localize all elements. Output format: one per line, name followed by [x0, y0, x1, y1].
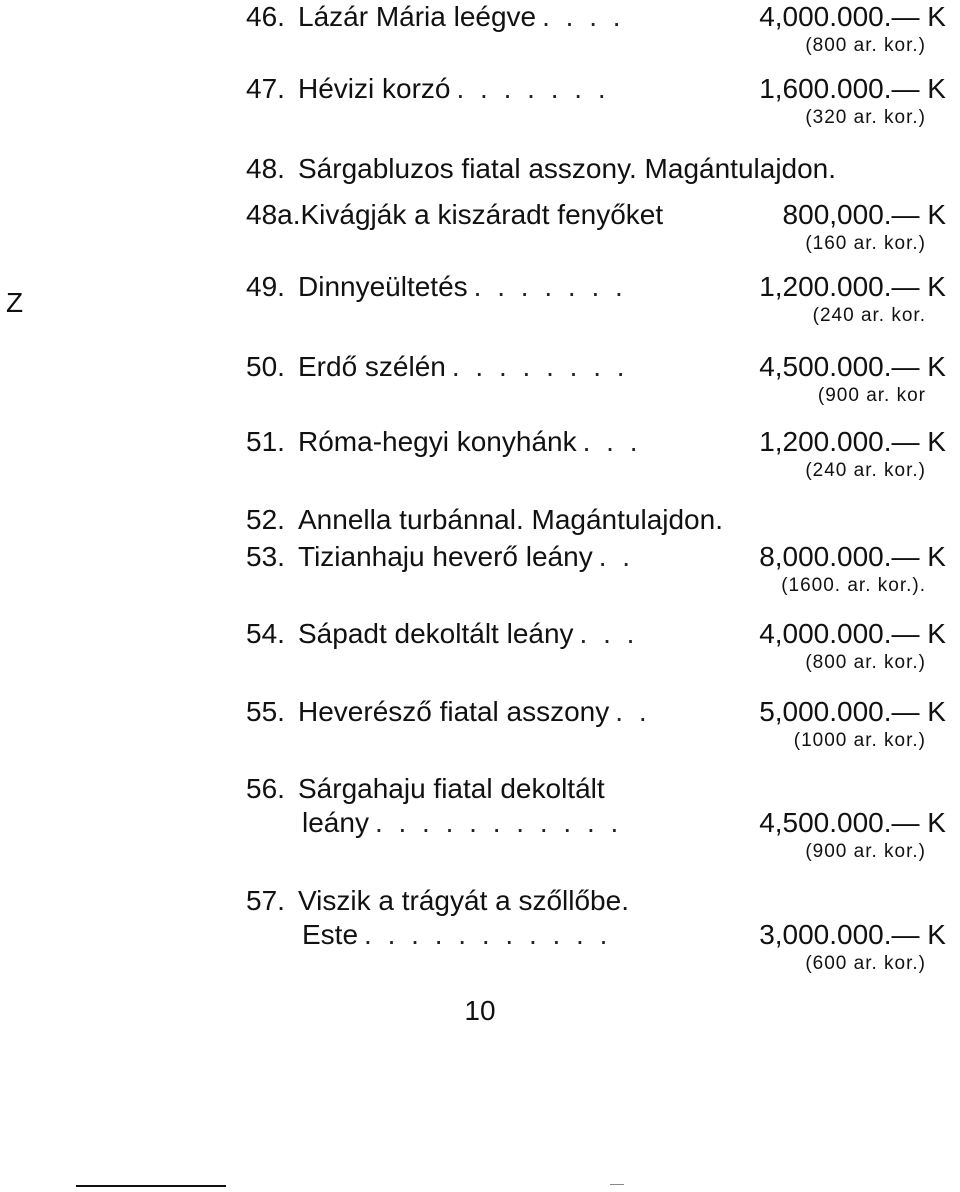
catalog-entry-50	[246, 350, 946, 408]
entry-price-note: (160 ar. kor.)	[805, 233, 926, 254]
entry-title: Hévizi korzó	[298, 73, 451, 104]
entry-price-note: (900 ar. kor	[817, 385, 926, 406]
catalog-entry-48a	[246, 198, 946, 256]
entry-title: Lázár Mária leégve	[298, 1, 537, 32]
catalog-entry-52	[246, 503, 946, 537]
catalog-entry-54	[246, 617, 946, 675]
dot-leader: . . . . . . . . . . .	[364, 919, 612, 950]
entry-price-note: (800 ar. kor.)	[805, 652, 926, 673]
entry-number: 51.	[246, 426, 285, 457]
entry-price: 4,000.000.— K	[759, 1, 946, 32]
page-number: 10	[464, 995, 496, 1026]
entry-title: Sárgahaju fiatal dekoltált	[298, 773, 605, 804]
entry-price-note: (800 ar. kor.)	[805, 35, 926, 56]
entry-number: 53.	[246, 541, 285, 572]
dot-leader: . . . . . . .	[456, 73, 610, 104]
entry-price-note: (1600. ar. kor.).	[781, 575, 926, 596]
entry-title-continued: Este	[302, 919, 359, 950]
dot-leader: . . . . . . .	[473, 271, 627, 302]
entry-number: 56.	[246, 773, 285, 804]
entry-title: Kivágják a kiszáradt fenyőket	[300, 199, 664, 230]
catalog-entry-47	[246, 72, 946, 130]
entry-price: 8,000.000.— K	[759, 541, 946, 572]
dot-leader: . . . .	[542, 1, 625, 32]
entry-price: 800,000.— K	[782, 199, 946, 230]
entry-price: 1,200.000.— K	[759, 426, 946, 457]
entry-title: Sárgabluzos fiatal asszony. Magántulajdon.	[298, 153, 837, 184]
entry-number: 50.	[246, 351, 285, 382]
entry-price: 4,500.000.— K	[759, 351, 946, 382]
catalog-entry-57	[246, 884, 946, 976]
dot-leader: . .	[615, 696, 651, 727]
entry-number: 48a.	[246, 199, 301, 230]
entry-price: 4,000.000.— K	[759, 618, 946, 649]
catalog-entry-56	[246, 772, 946, 864]
entry-title: Erdő szélén	[298, 351, 446, 382]
footnote-rule	[76, 1185, 226, 1187]
dot-leader: . . . . . . . . . . .	[374, 807, 623, 838]
entry-title: Heverésző fiatal asszony	[298, 696, 610, 727]
entry-number: 57.	[246, 885, 285, 916]
entry-price-note: (240 ar. kor.	[812, 305, 926, 326]
catalog-entry-51	[246, 425, 946, 483]
entry-number: 49.	[246, 271, 285, 302]
entry-title: Dinnyeültetés	[298, 271, 468, 302]
entry-title: Róma-hegyi konyhánk	[298, 426, 577, 457]
entry-title: Sápadt dekoltált leány	[298, 618, 574, 649]
entry-number: 47.	[246, 73, 285, 104]
print-speck	[610, 1184, 624, 1185]
entry-title-continued: leány	[302, 807, 369, 838]
entry-price: 3,000.000.— K	[759, 919, 946, 950]
entry-price-note: (320 ar. kor.)	[805, 107, 926, 128]
entry-number: 48.	[246, 153, 285, 184]
entry-price-note: (240 ar. kor.)	[805, 460, 926, 481]
entry-title: Viszik a trágyát a szőllőbe.	[298, 885, 629, 916]
catalog-entry-49	[246, 270, 946, 328]
entry-number: 52.	[246, 504, 285, 535]
entry-title: Tizianhaju heverő leány	[298, 541, 593, 572]
catalog-entry-46	[246, 0, 946, 58]
entry-price: 1,600.000.— K	[759, 73, 946, 104]
entry-price-note: (900 ar. kor.)	[805, 841, 926, 862]
margin-mark: Z	[6, 287, 25, 318]
entry-number: 46.	[246, 1, 285, 32]
entry-price: 5,000.000.— K	[759, 696, 946, 727]
entry-number: 54.	[246, 618, 285, 649]
entry-title: Annella turbánnal. Magántulajdon.	[298, 504, 723, 535]
catalog-entry-55	[246, 695, 946, 753]
dot-leader: . . .	[582, 426, 642, 457]
dot-leader: . . .	[579, 618, 639, 649]
entry-number: 55.	[246, 696, 285, 727]
catalog-entry-53	[246, 540, 946, 598]
entry-price: 4,500.000.— K	[759, 807, 946, 838]
catalog-entry-48	[246, 152, 946, 186]
dot-leader: . .	[598, 541, 635, 572]
dot-leader: . . . . . . . .	[451, 351, 629, 382]
entry-price-note: (600 ar. kor.)	[805, 953, 926, 974]
entry-price-note: (1000 ar. kor.)	[793, 730, 926, 751]
entry-price: 1,200.000.— K	[759, 271, 946, 302]
